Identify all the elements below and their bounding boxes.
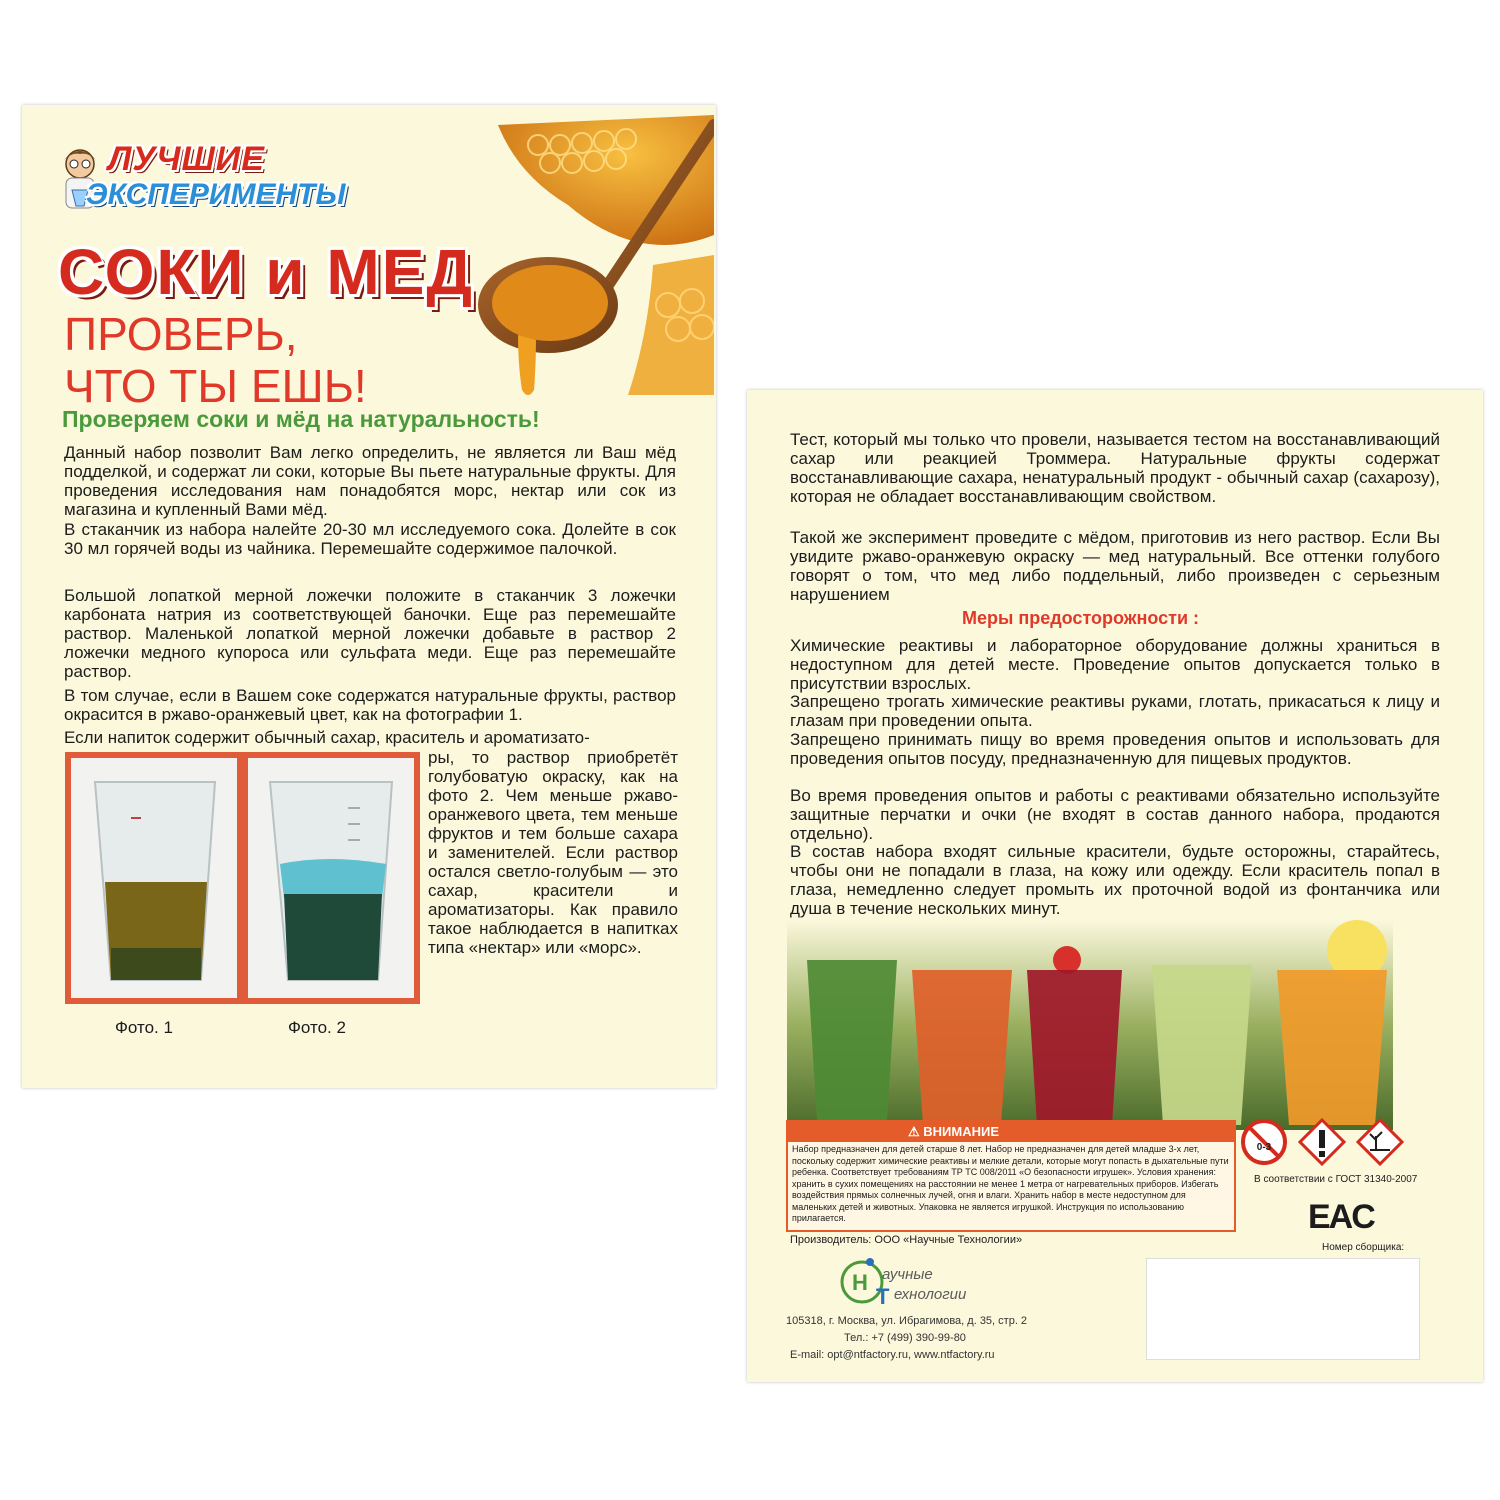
warning-heading: ⚠ ВНИМАНИЕ bbox=[788, 1122, 1234, 1142]
nt-logo-line1: аучные bbox=[882, 1266, 933, 1283]
paragraph: Если напиток содержит обычный сахар, краситель и ароматизато- bbox=[64, 728, 590, 747]
paragraph: Такой же эксперимент проведите с мёдом, приготовив из него раствор. Если Вы увидите ржаво-оранжевую окраску — мед натуральный. Все оттенки голубого говорят о том, что мед либо поддельный, либо произведен с серьезным нарушением bbox=[790, 528, 1440, 604]
producer: Производитель: ООО «Научные Технологии» bbox=[790, 1234, 1023, 1246]
paragraph: Данный набор позволит Вам легко определить, не является ли Ваш мёд подделкой, и содержат ли соки, которые Вы пьете натуральные фрукты. Для проведения исследования нам понадобятся морс, нектар или сок из магазина и купленный Вами мёд. bbox=[64, 443, 676, 519]
svg-text:Н: Н bbox=[852, 1270, 868, 1295]
paragraph: Большой лопаткой мерной ложечки положите в стаканчик 3 ложечки карбоната натрия из соответствующей баночки. Еще раз перемешайте раствор. Маленькой лопаткой мерной ложечки добавьте в раствор 2 ложечки медного купороса или сульфата меди. Еще раз перемешайте раствор. bbox=[64, 586, 676, 681]
precaution-item: Химические реактивы и лабораторное оборудование должны храниться в недоступном для детей месте. Проведение опытов допускается только в присутствии взрослых. bbox=[790, 636, 1440, 693]
svg-text:Т: Т bbox=[876, 1284, 890, 1309]
age-restriction-icon bbox=[1240, 1118, 1288, 1166]
precaution-item: В состав набора входят сильные красители, будьте осторожны, старайтесь, чтобы они не попадали в глаза, на кожу или одежду. Если краситель попал в глаза, немедленно следует промыть их проточной водой из фонтанчика или душа в течение нескольких минут. bbox=[790, 842, 1440, 918]
brand-logo bbox=[58, 140, 358, 220]
photo-frame bbox=[65, 752, 420, 1004]
honey-spoon-image bbox=[478, 115, 714, 405]
warning-text: Набор предназначен для детей старше 8 лет. Набор не предназначен для детей младше 3-х лет, поскольку содержит химические реактивы и мелкие детали, которые могут попасть в дыхательные пути ребенка. Соответствует требованиям ТР ТС 008/2011 «О безопасности игрушек». Условия хранения: хранить в сухих помещениях на расстоянии не менее 1 метра от нагревательных приборов. Избегать воздействия прямых солнечных лучей, огня и влаги. Хранить набор в месте недоступном для маленьких детей и животных. Упаковка не является игрушкой. Инструкция по использованию прилагается. bbox=[792, 1144, 1229, 1223]
subtitle bbox=[64, 308, 367, 412]
precautions-heading: Меры предосторожности : bbox=[962, 608, 1200, 628]
section-heading: Проверяем соки и мёд на натуральность! bbox=[62, 406, 540, 432]
logo-line2: ЭКСПЕРИМЕНТЫ bbox=[86, 178, 346, 211]
main-title: СОКИ и МЕД bbox=[58, 236, 474, 308]
photo-caption-1: Фото. 1 bbox=[115, 1018, 173, 1037]
paragraph: ры, то раствор приобретёт голубоватую окраску, как на фото 2. Чем меньше ржаво-оранжевого цвета, тем меньше фруктов и тем больше сахара и заменителей. Если раствор остался светло-голубым — это сахар, красители и ароматизаторы. Как правило такое наблюдается в напитках типа «нектар» или «морс». bbox=[428, 748, 678, 957]
photo-caption-2: Фото. 2 bbox=[288, 1018, 346, 1037]
paragraph: В стаканчик из набора налейте 20-30 мл исследуемого сока. Долейте в сок 30 мл горячей воды из чайника. Перемешайте содержимое палочкой. bbox=[64, 520, 676, 558]
address: 105318, г. Москва, ул. Ибрагимова, д. 35, стр. 2 bbox=[786, 1315, 1028, 1327]
paragraph: В том случае, если в Вашем соке содержатся натуральные фрукты, раствор окрасится в ржаво-оранжевый цвет, как на фотографии 1. bbox=[64, 686, 676, 724]
phone: Тел.: +7 (499) 390-99-80 bbox=[844, 1332, 966, 1344]
logo-line1: ЛУЧШИЕ bbox=[108, 140, 265, 178]
warning-box bbox=[786, 1120, 1236, 1232]
subtitle-line1: ПРОВЕРЬ, bbox=[64, 308, 298, 360]
precaution-item: Запрещено принимать пищу во время проведения опытов и использовать для проведения опытов посуду, предназначенную для пищевых продуктов. bbox=[790, 730, 1440, 768]
subtitle-line2: ЧТО ТЫ ЕШЬ! bbox=[64, 360, 367, 412]
environment-hazard-icon bbox=[1356, 1118, 1404, 1166]
photo-blue-solution bbox=[248, 758, 414, 998]
photo-orange-solution bbox=[71, 758, 237, 998]
eac-mark: EAC bbox=[1308, 1198, 1374, 1236]
nt-logo-line2: ехнологии bbox=[894, 1286, 967, 1303]
paragraph: Тест, который мы только что провели, называется тестом на восстанавливающий сахар или реакцией Троммера. Натуральные фрукты содержат восстанавливающие сахара, ненатуральный продукт - обычный сахар (сахарозу), которая не обладает восстанавливающим свойством. bbox=[790, 430, 1440, 506]
age-badge: 0-3 bbox=[1256, 1142, 1272, 1153]
precaution-item: Запрещено трогать химические реактивы руками, глотать, прикасаться к лицу и глазам при проведении опыта. bbox=[790, 692, 1440, 730]
assembler-label: Номер сборщика: bbox=[1322, 1242, 1405, 1253]
juice-glasses-image bbox=[787, 920, 1393, 1130]
contacts: E-mail: opt@ntfactory.ru, www.ntfactory.ru bbox=[790, 1349, 995, 1361]
precaution-item: Во время проведения опытов и работы с реактивами обязательно используйте защитные перчатки и очки (не входят в состав данного набора, продаются отдельно). bbox=[790, 786, 1440, 843]
exclamation-hazard-icon bbox=[1298, 1118, 1346, 1166]
gost-note: В соответствии с ГОСТ 31340-2007 bbox=[1254, 1174, 1418, 1185]
assembler-number-box bbox=[1146, 1258, 1420, 1360]
